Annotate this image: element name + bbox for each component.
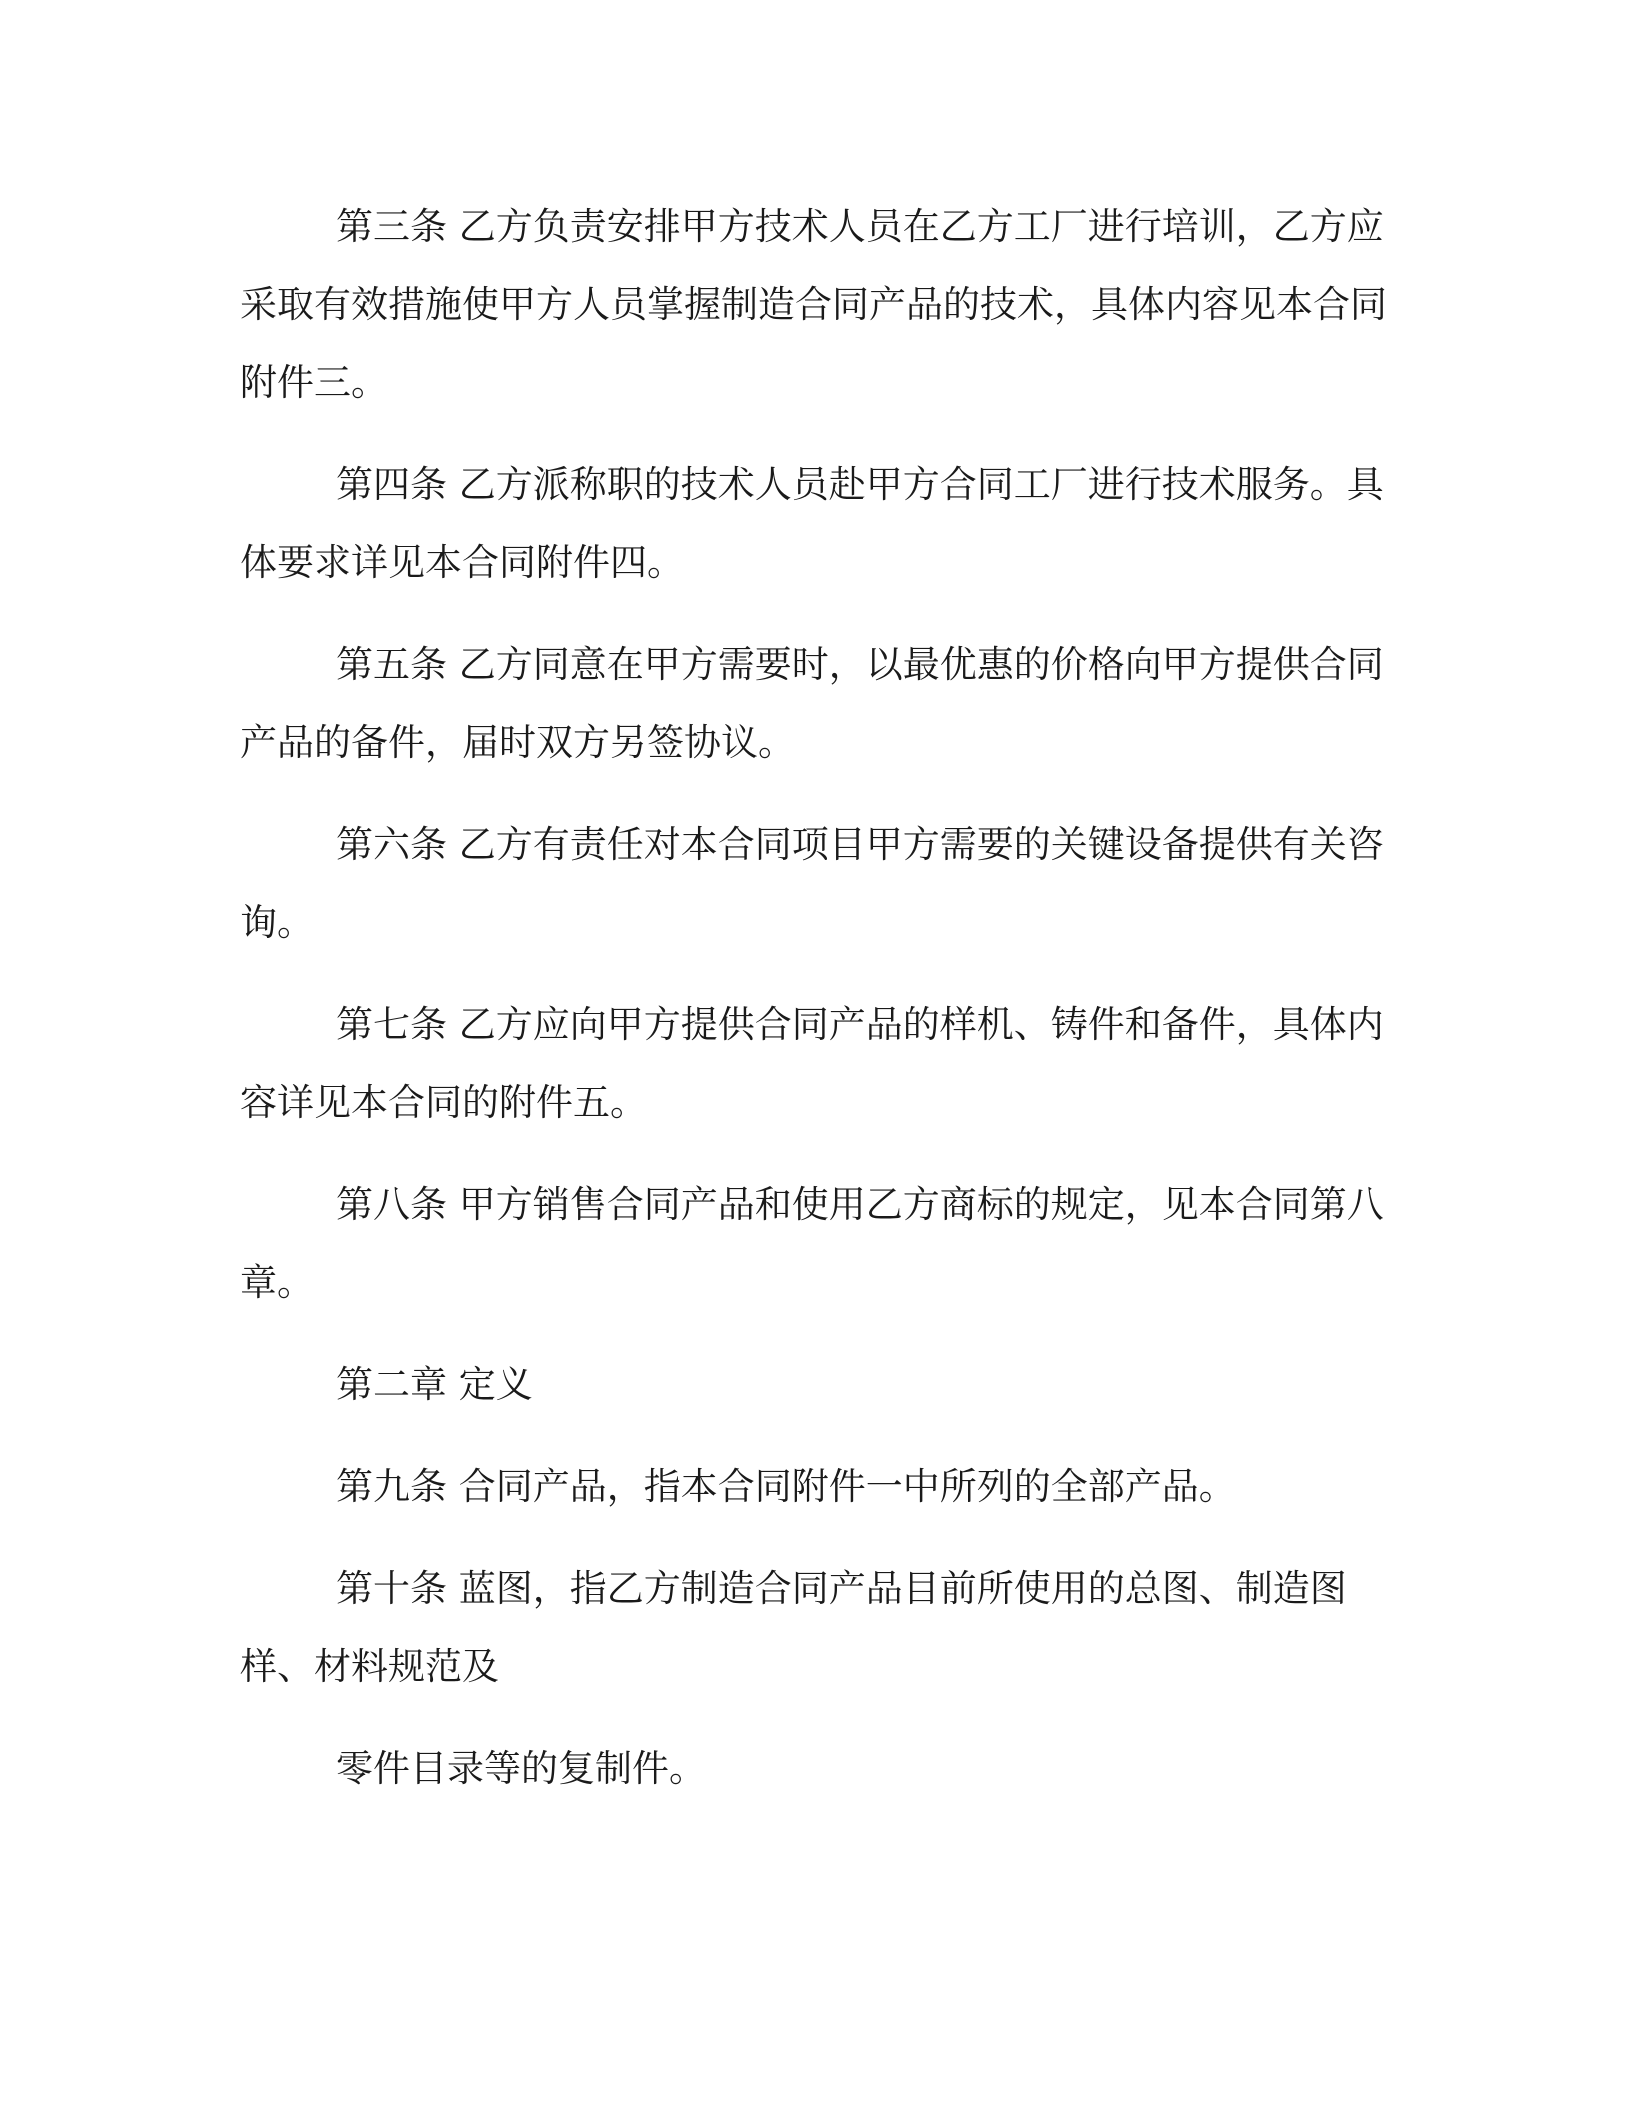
chapter-2-heading: 第二章 定义 — [336, 1363, 533, 1406]
article-5-paragraph: 第五条 乙方同意在甲方需要时，以最优惠的价格向甲方提供合同产品的备件，届时双方另签协议。 — [240, 643, 1384, 764]
article-6-paragraph: 第六条 乙方有责任对本合同项目甲方需要的关键设备提供有关咨询。 — [240, 823, 1384, 944]
article-8-paragraph: 第八条 甲方销售合同产品和使用乙方商标的规定，见本合同第八章。 — [240, 1183, 1384, 1304]
article-4-paragraph: 第四条 乙方派称职的技术人员赴甲方合同工厂进行技术服务。具体要求详见本合同附件四。 — [240, 463, 1384, 584]
document-body — [240, 188, 1400, 1832]
article-10-continuation: 零件目录等的复制件。 — [336, 1747, 706, 1790]
article-7-paragraph: 第七条 乙方应向甲方提供合同产品的样机、铸件和备件，具体内容详见本合同的附件五。 — [240, 1003, 1384, 1124]
article-9-paragraph: 第九条 合同产品，指本合同附件一中所列的全部产品。 — [336, 1465, 1236, 1508]
article-3-paragraph: 第三条 乙方负责安排甲方技术人员在乙方工厂进行培训，乙方应采取有效措施使甲方人员掌握制造合同产品的技术，具体内容见本合同附件三。 — [240, 205, 1387, 404]
article-10-paragraph: 第十条 蓝图，指乙方制造合同产品目前所使用的总图、制造图样、材料规范及 — [240, 1567, 1347, 1688]
